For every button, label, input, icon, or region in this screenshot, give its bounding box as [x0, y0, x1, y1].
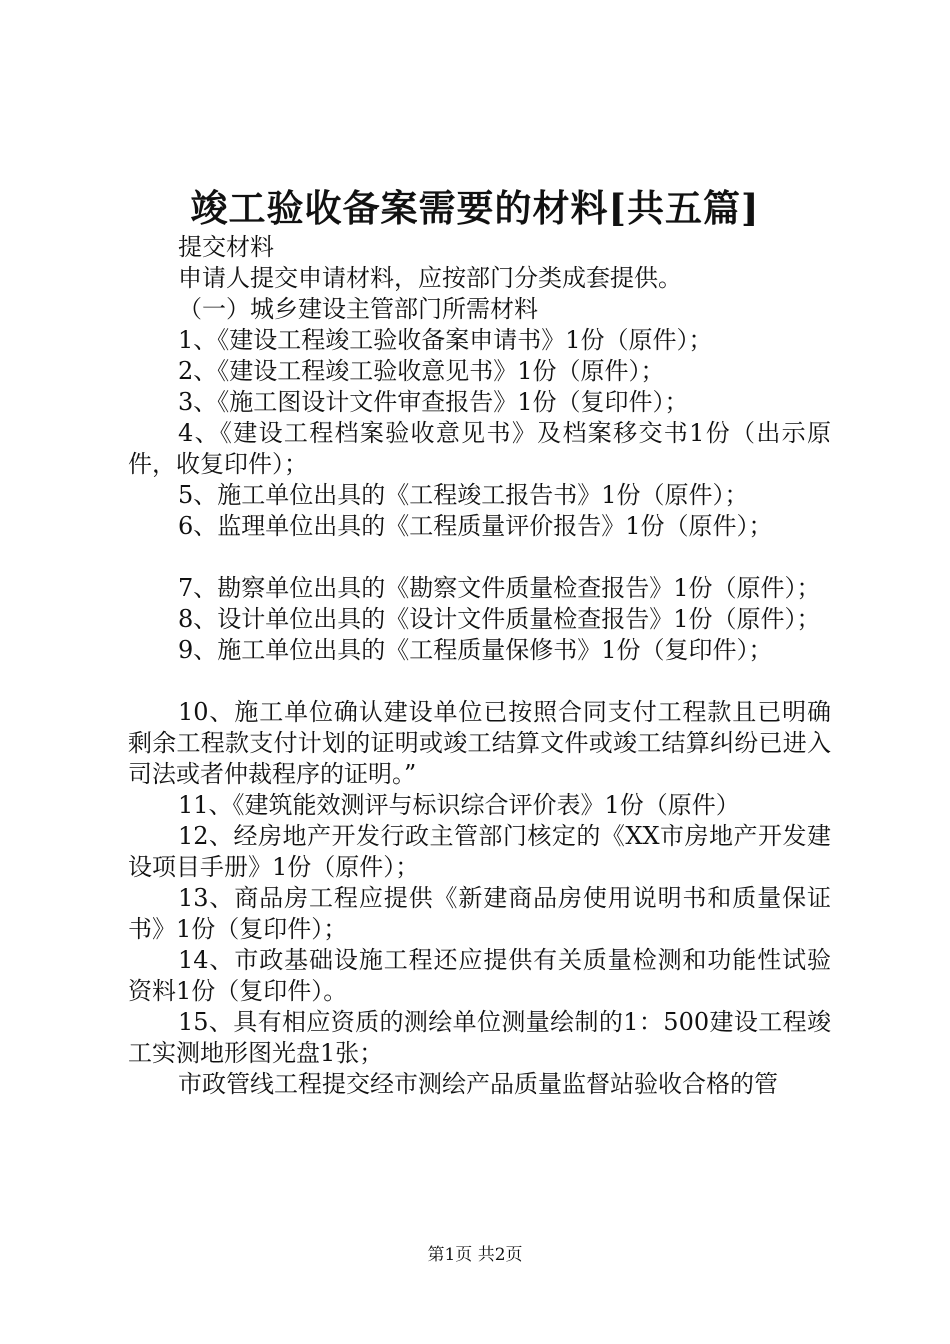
- list-item: 3、《施工图设计文件审查报告》1份（复印件）；: [178, 388, 689, 416]
- list-item: 12、经房地产开发行政主管部门核定的《XX市房地产开发建设项目手册》1份（原件）；: [128, 822, 831, 881]
- list-item: 14、市政基础设施工程还应提供有关质量检测和功能性试验资料1份（复印件）。: [128, 946, 831, 1005]
- list-item: 5、施工单位出具的《工程竣工报告书》1份（原件）；: [178, 481, 749, 509]
- document-title: 竣工验收备案需要的材料[共五篇]: [190, 186, 760, 230]
- paragraph: 市政管线工程提交经市测绘产品质量监督站验收合格的管: [178, 1070, 778, 1098]
- blank-line: [128, 542, 831, 573]
- list-item: 6、监理单位出具的《工程质量评价报告》1份（原件）；: [178, 512, 773, 540]
- list-item: 4、《建设工程档案验收意见书》及档案移交书1份（出示原件，收复印件）；: [128, 419, 831, 478]
- paragraph: 申请人提交申请材料，应按部门分类成套提供。: [178, 264, 682, 292]
- paragraph: （一）城乡建设主管部门所需材料: [178, 295, 538, 323]
- document-body: [128, 232, 831, 1100]
- list-item: 8、设计单位出具的《设计文件质量检查报告》1份（原件）；: [178, 605, 821, 633]
- list-item: 15、具有相应资质的测绘单位测量绘制的1：500建设工程竣工实测地形图光盘1张；: [128, 1008, 831, 1067]
- list-item: 2、《建设工程竣工验收意见书》1份（原件）；: [178, 357, 665, 385]
- list-item: 9、施工单位出具的《工程质量保修书》1份（复印件）；: [178, 636, 773, 664]
- blank-line: [128, 666, 831, 697]
- paragraph: 提交材料: [178, 233, 274, 261]
- page-indicator: 第1页 共2页: [427, 1245, 523, 1265]
- list-item: 13、商品房工程应提供《新建商品房使用说明书和质量保证书》1份（复印件）；: [128, 884, 831, 943]
- list-item: 7、勘察单位出具的《勘察文件质量检查报告》1份（原件）；: [178, 574, 821, 602]
- list-item: 11、《建筑能效测评与标识综合评价表》1份（原件）: [178, 791, 740, 819]
- list-item: 1、《建设工程竣工验收备案申请书》1份（原件）；: [178, 326, 713, 354]
- list-item: 10、施工单位确认建设单位已按照合同支付工程款且已明确剩余工程款支付计划的证明或竣工结算文件或竣工结算纠纷已进入司法或者仲裁程序的证明。”: [128, 698, 831, 788]
